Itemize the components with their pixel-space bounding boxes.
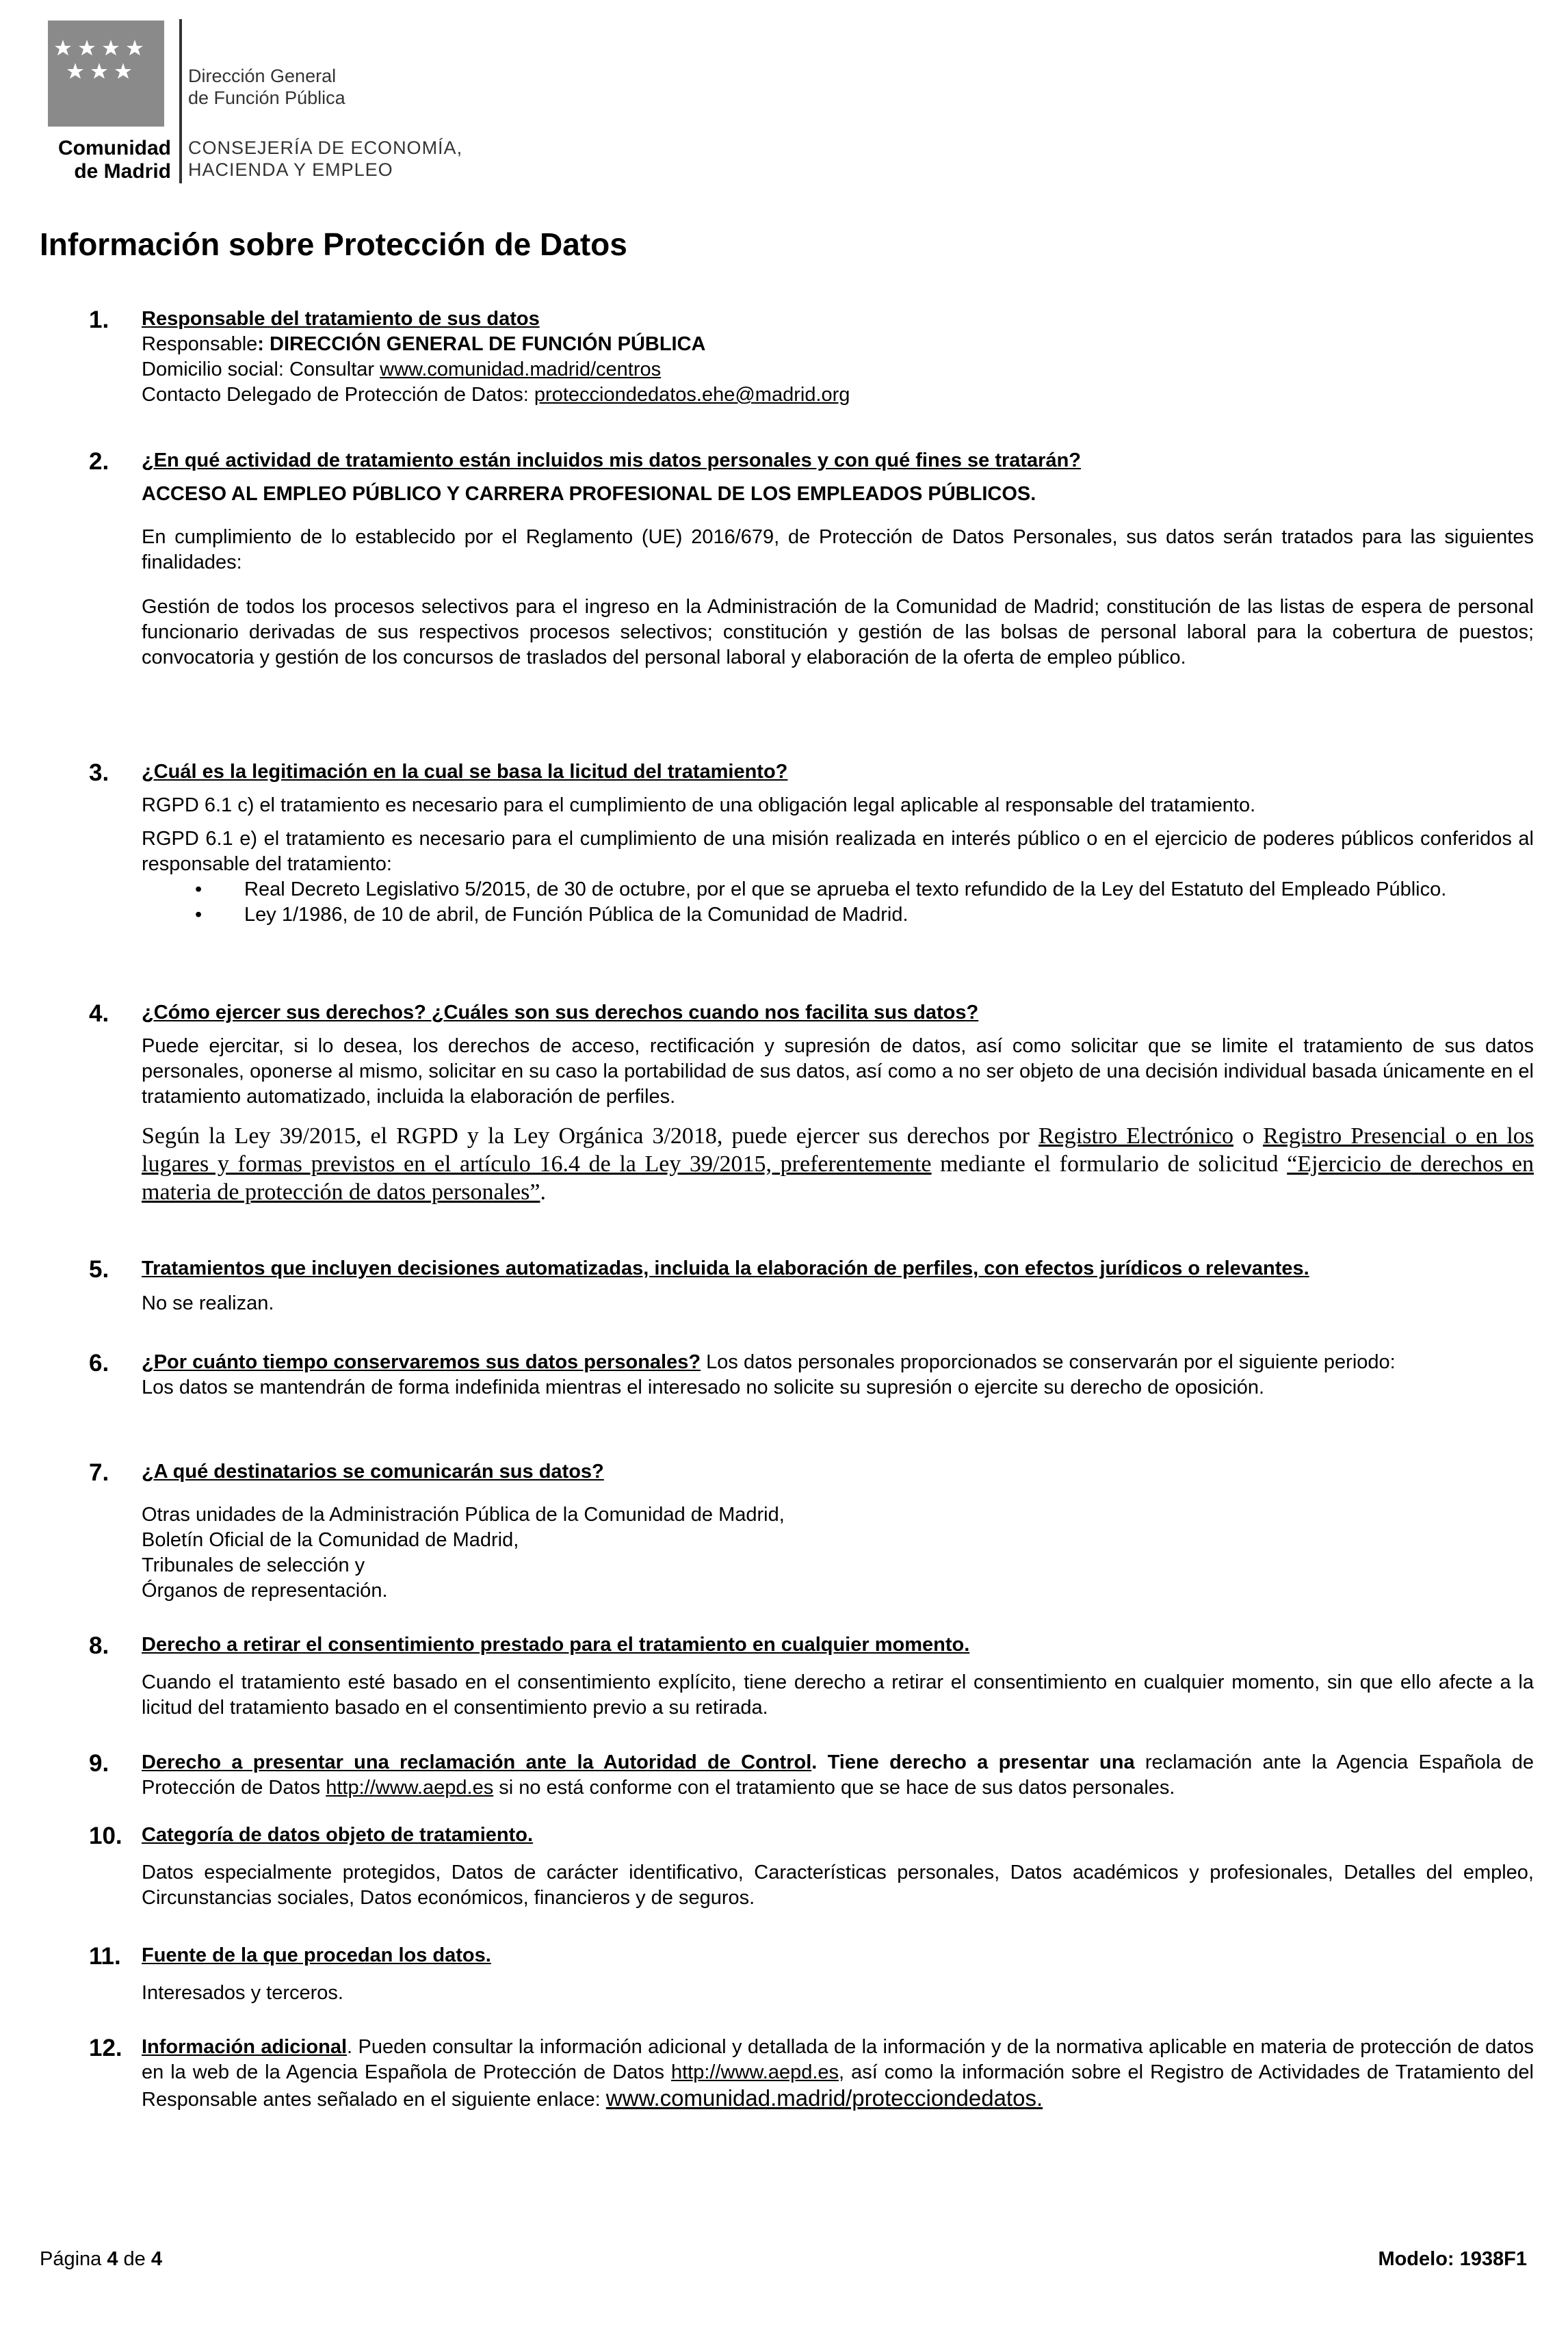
section-number: 3. xyxy=(89,759,109,786)
section-number: 4. xyxy=(89,1000,109,1027)
comunidad-madrid-logo xyxy=(48,21,164,127)
paragraph: Gestión de todos los procesos selectivos para el ingreso en la Administración de la Comunidad de Madrid; constitución de las listas de espera de personal funcionario derivadas de sus respectivos procesos selectivos; constitución y gestión de las bolsas de personal laboral para la cobertura de puestos; convocatoria y gestión de los concursos de traslados del personal laboral y elaboración de la oferta de empleo público. xyxy=(142,596,1534,668)
section-heading: ¿Cómo ejercer sus derechos? ¿Cuáles son sus derechos cuando nos facilita sus datos? xyxy=(142,1002,979,1023)
text-span: , así como la información sobre el Registro de Actividades de Tratamiento del Responsable antes señalado en el siguiente enlace: xyxy=(142,2061,1534,2111)
text-span: . Pueden consultar la información adicional y detallada de la información y de la normativa aplicable en materia de protección de datos en la web de la Agencia Española de Protección de Datos xyxy=(142,2036,1534,2083)
section-content xyxy=(142,1823,1534,1911)
text-span: o xyxy=(1233,1123,1264,1149)
section-heading: Categoría de datos objeto de tratamiento. xyxy=(142,1824,534,1846)
section-content xyxy=(142,759,1534,928)
section-heading: Fuente de la que procedan los datos. xyxy=(142,1944,491,1966)
paragraph: En cumplimiento de lo establecido por el Reglamento (UE) 2016/679, de Protección de Datos Personales, sus datos serán tratados para las siguientes finalidades: xyxy=(142,526,1534,573)
responsable-value: : DIRECCIÓN GENERAL DE FUNCIÓN PÚBLICA xyxy=(257,333,706,355)
org-line-1: Comunidad xyxy=(58,137,171,159)
section-heading: ¿En qué actividad de tratamiento están incluidos mis datos personales y con qué fines se tratarán? xyxy=(142,449,1082,471)
section-content xyxy=(142,2035,1534,2113)
paragraph: Puede ejercitar, si lo desea, los derechos de acceso, rectificación y supresión de datos, así como solicitar que se limite el tratamiento de sus datos personales, oponerse al mismo, solicitar en su caso la portabilidad de sus datos, así como a no ser objeto de una decisión individual basada únicamente en el tratamiento automatizado, incluida la elaboración de perfiles. xyxy=(142,1035,1534,1108)
section-heading: ¿A qué destinatarios se comunicarán sus datos? xyxy=(142,1461,604,1483)
page-title: Información sobre Protección de Datos xyxy=(40,226,627,262)
section-number: 5. xyxy=(89,1256,109,1283)
department-line-1: Dirección General xyxy=(188,66,337,86)
list-item: Boletín Oficial de la Comunidad de Madrid, xyxy=(142,1529,519,1551)
section-heading: Información adicional xyxy=(142,2036,348,2058)
page-of: de xyxy=(118,2248,151,2270)
domicilio-label: Domicilio social: Consultar xyxy=(142,358,380,380)
text-span: mediante el formulario de solicitud xyxy=(931,1151,1288,1177)
section-content xyxy=(142,1256,1534,1316)
paragraph: No se realizan. xyxy=(142,1292,274,1314)
section-number: 7. xyxy=(89,1459,109,1486)
model-code: Modelo: 1938F1 xyxy=(1378,2248,1527,2270)
aepd-link[interactable]: http://www.aepd.es xyxy=(326,1777,494,1799)
consejeria-line-1: CONSEJERÍA DE ECONOMÍA, xyxy=(188,138,463,158)
current-page: 4 xyxy=(107,2248,118,2270)
page-number xyxy=(40,2248,162,2271)
paragraph: Datos especialmente protegidos, Datos de carácter identificativo, Características personales, Datos académicos y profesionales, Detalles del empleo, Circunstancias sociales, Datos económicos, financieros y de seguros. xyxy=(142,1862,1534,1909)
paragraph: Los datos se mantendrán de forma indefinida mientras el interesado no solicite su supresión o ejercite su derecho de oposición. xyxy=(142,1377,1265,1398)
bullet-item: • Ley 1/1986, de 10 de abril, de Función Pública de la Comunidad de Madrid. xyxy=(142,902,1534,928)
list-item: Tribunales de selección y xyxy=(142,1554,365,1576)
paragraph xyxy=(142,1350,1534,1375)
total-pages: 4 xyxy=(151,2248,163,2270)
section-heading: Tratamientos que incluyen decisiones automatizadas, incluida la elaboración de perfiles, con efectos jurídicos o relevantes. xyxy=(142,1257,1309,1279)
section-number: 8. xyxy=(89,1632,109,1659)
text-span: Según la Ley 39/2015, el RGPD y la Ley Orgánica 3/2018, puede ejercer sus derechos por xyxy=(142,1123,1038,1149)
paragraph: Interesados y terceros. xyxy=(142,1982,343,2004)
section-number: 6. xyxy=(89,1350,109,1377)
registro-presencial-link[interactable]: Registro Presencial o en los lugares y formas previstos en el artículo 16.4 de la Ley 39/2015, preferentemente xyxy=(142,1123,1534,1177)
paragraph xyxy=(142,1122,1534,1206)
section-content xyxy=(142,1000,1534,1206)
org-line-2: de Madrid xyxy=(74,160,171,183)
bullet-item: • Real Decreto Legislativo 5/2015, de 30 de octubre, por el que se aprueba el texto refundido de la Ley del Estatuto del Empleado Público. xyxy=(142,877,1534,902)
section-heading: Derecho a retirar el consentimiento prestado para el tratamiento en cualquier momento. xyxy=(142,1634,970,1656)
org-name xyxy=(41,137,171,183)
section-number: 9. xyxy=(89,1750,109,1777)
section-content xyxy=(142,448,1534,670)
text-span: si no está conforme con el tratamiento que se hace de sus datos personales. xyxy=(493,1777,1175,1799)
dpo-email-link[interactable]: protecciondedatos.ehe@madrid.org xyxy=(534,384,850,406)
section-heading: Derecho a presentar una reclamación ante la Autoridad de Control xyxy=(142,1751,812,1773)
section-heading: Responsable del tratamiento de sus datos xyxy=(142,308,540,330)
paragraph xyxy=(142,2035,1534,2113)
responsable-label: Responsable xyxy=(142,333,258,355)
section-content xyxy=(142,306,1534,408)
section-content xyxy=(142,1350,1534,1400)
section-number: 10. xyxy=(89,1823,122,1849)
registro-electronico-link[interactable]: Registro Electrónico xyxy=(1038,1123,1233,1149)
section-content xyxy=(142,1632,1534,1721)
header-divider xyxy=(179,19,182,183)
paragraph: Cuando el tratamiento esté basado en el consentimiento explícito, tiene derecho a retirar el consentimiento en cualquier momento, sin que ello afecte a la licitud del tratamiento basado en el consentimiento previo a su retirada. xyxy=(142,1671,1534,1719)
responsable-line xyxy=(142,332,1534,357)
text-span: Los datos personales proporcionados se conservarán por el siguiente periodo: xyxy=(701,1351,1396,1373)
paragraph xyxy=(142,1750,1534,1801)
department-line-2: de Función Pública xyxy=(188,88,345,108)
section-content xyxy=(142,1750,1534,1801)
text-span: . Tiene derecho a presentar una xyxy=(811,1751,1135,1773)
department-name xyxy=(188,65,345,109)
domicilio-line xyxy=(142,357,1534,382)
activity-name: ACCESO AL EMPLEO PÚBLICO Y CARRERA PROFESIONAL DE LOS EMPLEADOS PÚBLICOS. xyxy=(142,483,1036,505)
text-span: . xyxy=(540,1179,546,1205)
list-item: Órganos de representación. xyxy=(142,1580,388,1602)
stars-icon xyxy=(48,21,164,127)
section-content xyxy=(142,1943,1534,2006)
consejeria-name xyxy=(188,137,462,181)
consejeria-line-2: HACIENDA Y EMPLEO xyxy=(188,159,393,180)
section-number: 11. xyxy=(89,1943,121,1970)
paragraph: RGPD 6.1 c) el tratamiento es necesario para el cumplimiento de una obligación legal aplicable al responsable del tratamiento. xyxy=(142,794,1256,816)
contacto-label: Contacto Delegado de Protección de Datos: xyxy=(142,384,534,406)
centros-link[interactable]: www.comunidad.madrid/centros xyxy=(380,358,662,380)
section-content xyxy=(142,1459,1534,1604)
text-span: reclamación ante la Agencia Española de Protección de Datos xyxy=(142,1751,1534,1799)
section-heading: ¿Cuál es la legitimación en la cual se basa la licitud del tratamiento? xyxy=(142,761,788,783)
paragraph: RGPD 6.1 e) el tratamiento es necesario para el cumplimiento de una misión realizada en interés público o en el ejercicio de poderes públicos conferidos al responsable del tratamiento: xyxy=(142,828,1534,875)
page-label: Página xyxy=(40,2248,107,2270)
section-number: 1. xyxy=(89,306,109,333)
section-number: 2. xyxy=(89,448,109,475)
list-item: Otras unidades de la Administración Pública de la Comunidad de Madrid, xyxy=(142,1504,785,1526)
proteccion-datos-link[interactable]: www.comunidad.madrid/protecciondedatos. xyxy=(605,2085,1043,2111)
contacto-line xyxy=(142,382,1534,408)
section-number: 12. xyxy=(89,2035,122,2061)
formulario-ejercicio-derechos-link[interactable]: “Ejercicio de derechos en materia de protección de datos personales” xyxy=(142,1151,1534,1205)
aepd-link[interactable]: http://www.aepd.es xyxy=(671,2061,839,2083)
section-heading: ¿Por cuánto tiempo conservaremos sus datos personales? xyxy=(142,1351,701,1373)
